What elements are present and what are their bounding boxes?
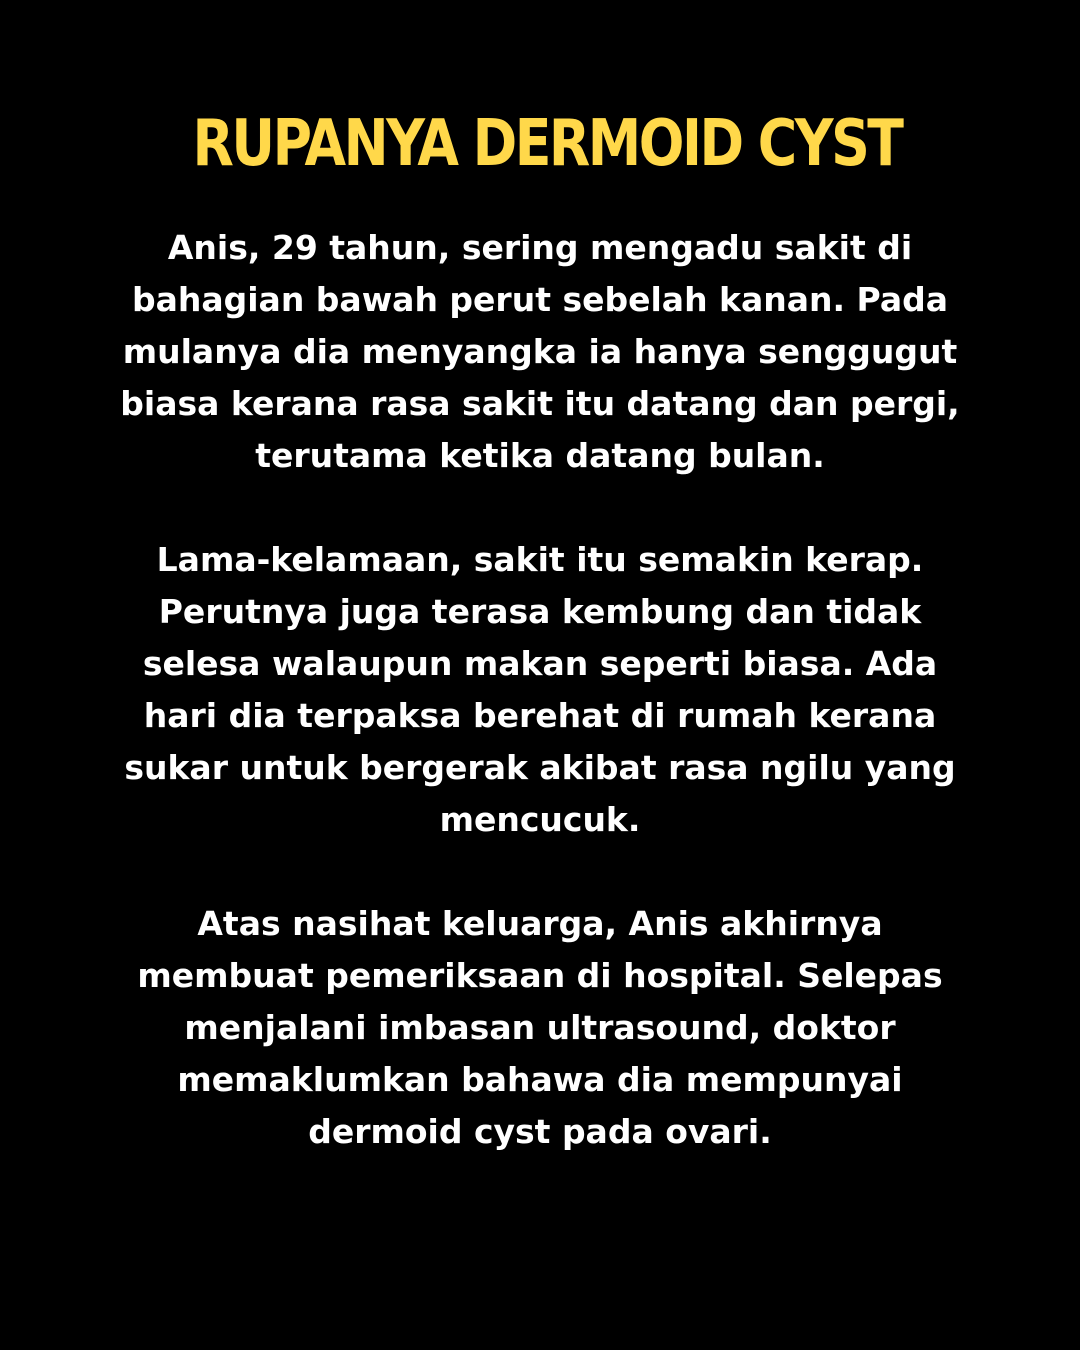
- paragraph-line: biasa kerana rasa sakit itu datang dan pergi,: [120, 384, 960, 423]
- paragraph-line: Anis, 29 tahun, sering mengadu sakit di: [167, 228, 913, 267]
- paragraph-line: Atas nasihat keluarga, Anis akhirnya: [197, 904, 883, 943]
- paragraph-line: Perutnya juga terasa kembung dan tidak: [158, 592, 922, 631]
- paragraph-line: terutama ketika datang bulan.: [255, 436, 825, 475]
- paragraph-2: [60, 534, 1020, 846]
- paragraph-line: menjalani imbasan ultrasound, doktor: [184, 1008, 896, 1047]
- paragraph-line: mencucuk.: [439, 800, 641, 839]
- paragraph-1: [60, 222, 1020, 482]
- paragraph-3: [60, 898, 1020, 1158]
- paragraph-line: Lama-kelamaan, sakit itu semakin kerap.: [156, 540, 924, 579]
- paragraph-line: mulanya dia menyangka ia hanya senggugut: [122, 332, 958, 371]
- post-title: RUPANYA DERMOID CYST: [192, 107, 902, 181]
- paragraph-line: bahagian bawah perut sebelah kanan. Pada: [131, 280, 949, 319]
- paragraph-line: dermoid cyst pada ovari.: [308, 1112, 772, 1151]
- paragraph-line: selesa walaupun makan seperti biasa. Ada: [142, 644, 938, 683]
- paragraph-line: sukar untuk bergerak akibat rasa ngilu yang: [124, 748, 956, 787]
- paragraph-line: hari dia terpaksa berehat di rumah kerana: [143, 696, 937, 735]
- paragraph-line: membuat pemeriksaan di hospital. Selepas: [137, 956, 943, 995]
- paragraph-line: memaklumkan bahawa dia mempunyai: [177, 1060, 903, 1099]
